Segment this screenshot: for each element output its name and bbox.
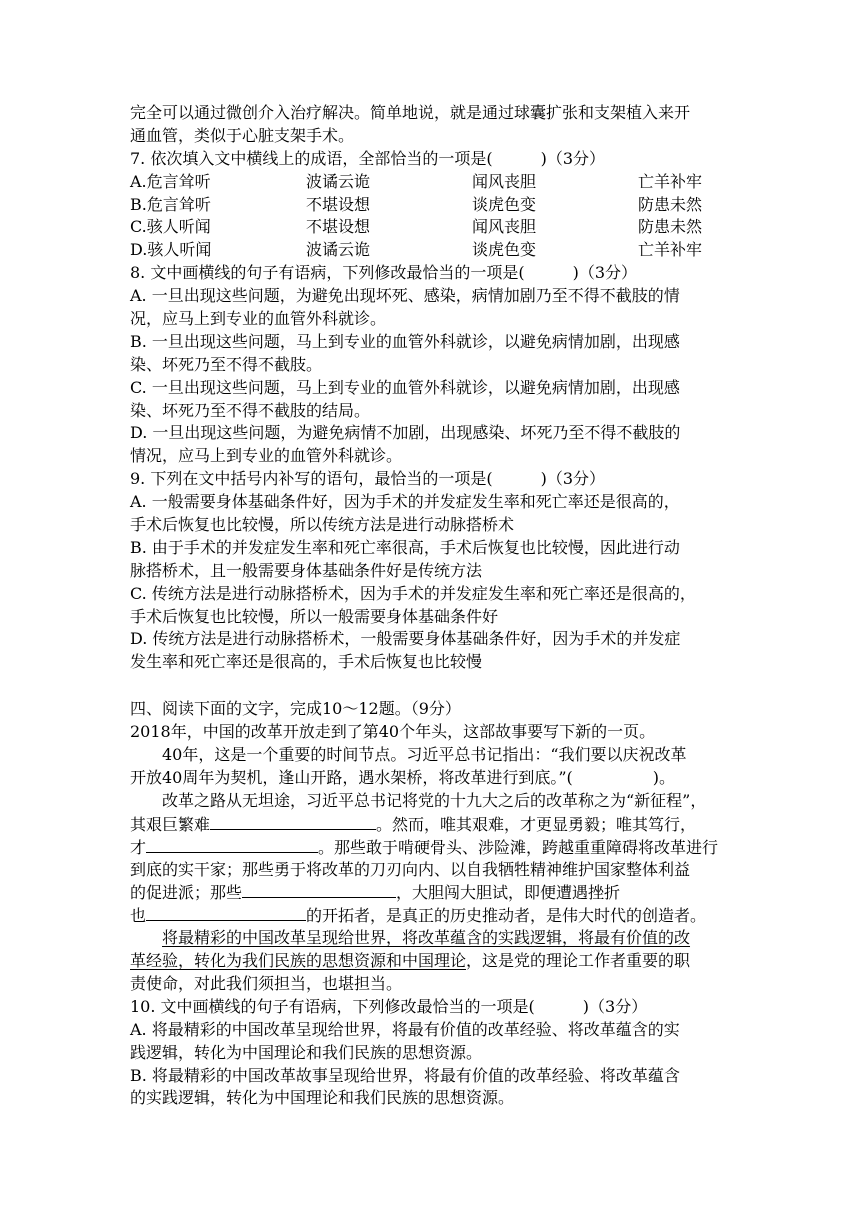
section-4-paragraph: 开放40周年为契机，逢山开路，遇水架桥，将改革进行到底。”( )。 [130, 767, 676, 787]
fill-in-blank[interactable] [242, 881, 396, 898]
passage-line: 通血管，类似于心脏支架手术。 [130, 125, 355, 145]
q9-option-b-cont: 脉搭桥术，且一般需要身体基础条件好是传统方法 [130, 560, 483, 580]
option-cell: 谈虎色变 [472, 240, 537, 260]
q8-option-b: B. 一旦出现这些问题，马上到专业的血管外科就诊，以避免病情加剧，出现感 [130, 331, 680, 351]
section-4-paragraph: 改革之路从无坦途，习近平总书记将党的十九大之后的改革称之为“新征程”， [162, 790, 707, 810]
option-cell: 防患未然 [638, 194, 703, 214]
q8-option-c-cont: 染、坏死乃至不得不截肢的结局。 [130, 400, 371, 420]
q8-option-d-cont: 情况，应马上到专业的血管外科就诊。 [130, 446, 403, 466]
option-cell: 亡羊补牢 [638, 171, 703, 191]
q7-option-a [130, 171, 730, 194]
text-run: 的开拓者，是真正的历史推动者，是伟大时代的创造者。 [306, 906, 707, 926]
option-cell: 不堪设想 [306, 194, 371, 214]
fill-in-blank[interactable] [210, 813, 376, 830]
q9-option-c: C. 传统方法是进行动脉搭桥术，因为手术的并发症发生率和死亡率还是很高的， [130, 583, 696, 603]
fill-in-blank[interactable] [146, 904, 306, 921]
option-cell: 闻风丧胆 [472, 217, 537, 237]
q7-option-c [130, 216, 730, 239]
option-cell: D.骇人听闻 [130, 240, 212, 260]
q9-option-d: D. 传统方法是进行动脉搭桥术，一般需要身体基础条件好，因为手术的并发症 [130, 629, 681, 649]
q8-option-d: D. 一旦出现这些问题，为避免病情不加剧，出现感染、坏死乃至不得不截肢的 [130, 423, 681, 443]
question-10-stem: 10. 文中画横线的句子有语病，下列修改最恰当的一项是( )（3分） [130, 996, 648, 1016]
section-4-paragraph [130, 881, 730, 904]
section-4-heading: 四、阅读下面的文字，完成10～12题。（9分） [130, 699, 461, 719]
question-9-stem: 9. 下列在文中括号内补写的语句，最恰当的一项是( )（3分） [130, 469, 606, 489]
question-7-stem: 7. 依次填入文中横线上的成语，全部恰当的一项是( )（3分） [130, 148, 606, 168]
q10-option-b-cont: 的实践逻辑，转化为中国理论和我们民族的思想资源。 [130, 1088, 515, 1108]
option-cell: C.骇人听闻 [130, 217, 211, 237]
q9-option-c-cont: 手术后恢复也比较慢，所以一般需要身体基础条件好 [130, 606, 499, 626]
q8-option-c: C. 一旦出现这些问题，马上到专业的血管外科就诊，以避免病情加剧，出现感 [130, 377, 680, 397]
question-8-stem: 8. 文中画横线的句子有语病，下列修改最恰当的一项是( )（3分） [130, 263, 638, 283]
option-cell: 不堪设想 [306, 217, 371, 237]
exam-page [130, 102, 730, 1110]
text-run: 才 [130, 837, 147, 857]
text-run: 也 [130, 906, 147, 926]
section-4-paragraph [130, 904, 730, 927]
section-4-paragraph: 责使命，对此我们须担当，也堪担当。 [130, 973, 403, 993]
section-4-paragraph: 40年，这是一个重要的时间节点。习近平总书记指出：“我们要以庆祝改革 [162, 745, 687, 765]
q8-option-b-cont: 染、坏死乃至不得不截肢。 [130, 354, 323, 374]
q10-option-a: A. 将最精彩的中国改革呈现给世界，将最有价值的改革经验、将改革蕴含的实 [130, 1019, 680, 1039]
option-cell: 闻风丧胆 [472, 171, 537, 191]
q9-option-a-cont: 手术后恢复也比较慢，所以传统方法是进行动脉搭桥术 [130, 515, 515, 535]
underlined-sentence [130, 927, 730, 950]
option-cell: 亡羊补牢 [638, 240, 703, 260]
section-4-paragraph: 到底的实干家；那些勇于将改革的刀刃向内、以自我牺牲精神维护国家整体利益 [130, 859, 691, 879]
q9-option-d-cont: 发生率和死亡率还是很高的，手术后恢复也比较慢 [130, 652, 483, 672]
q10-option-b: B. 将最精彩的中国改革故事呈现给世界，将最有价值的改革经验、将改革蕴含 [130, 1065, 680, 1085]
text-run: 其艰巨繁难 [130, 814, 211, 834]
option-cell: 波谲云诡 [306, 240, 371, 260]
option-cell: 谈虎色变 [472, 194, 537, 214]
q9-option-a: A. 一般需要身体基础条件好，因为手术的并发症发生率和死亡率还是很高的， [130, 492, 680, 512]
option-cell: 波谲云诡 [306, 171, 371, 191]
q7-option-b [130, 194, 730, 217]
q8-option-a: A. 一旦出现这些问题，为避免出现坏死、感染，病情加剧乃至不得不截肢的情 [130, 286, 680, 306]
text-run: ，这是党的理论工作者重要的职 [466, 951, 691, 971]
section-4-paragraph [130, 836, 730, 859]
underlined-text: 将最精彩的中国改革呈现给世界，将改革蕴含的实践逻辑，将最有价值的改 [162, 928, 691, 948]
q9-option-b: B. 由于手术的并发症发生率和死亡率很高，手术后恢复也比较慢，因此进行动 [130, 537, 680, 557]
q10-option-a-cont: 践逻辑，转化为中国理论和我们民族的思想资源。 [130, 1042, 483, 1062]
section-4-paragraph [130, 950, 730, 973]
text-run: 。然而，唯其艰难，才更显勇毅；唯其笃行， [376, 814, 697, 834]
section-4-paragraph [130, 813, 730, 836]
section-4-paragraph: 2018年，中国的改革开放走到了第40个年头，这部故事要写下新的一页。 [130, 722, 656, 742]
q7-option-d [130, 239, 730, 262]
section-spacer [130, 674, 730, 698]
option-cell: 防患未然 [638, 217, 703, 237]
text-run: 。那些敢于啃硬骨头、涉险滩，跨越重重障碍将改革进行 [318, 837, 719, 857]
underlined-text: 革经验，转化为我们民族的思想资源和中国理论 [130, 951, 467, 971]
fill-in-blank[interactable] [146, 836, 318, 853]
q8-option-a-cont: 况，应马上到专业的血管外科就诊。 [130, 309, 387, 329]
option-cell: B.危言耸听 [130, 194, 211, 214]
option-cell: A.危言耸听 [130, 171, 211, 191]
text-run: ，大胆闯大胆试，即便遭遇挫折 [396, 883, 621, 903]
passage-line: 完全可以通过微创介入治疗解决。简单地说，就是通过球囊扩张和支架植入来开 [130, 103, 691, 122]
text-run: 的促进派；那些 [130, 883, 243, 903]
